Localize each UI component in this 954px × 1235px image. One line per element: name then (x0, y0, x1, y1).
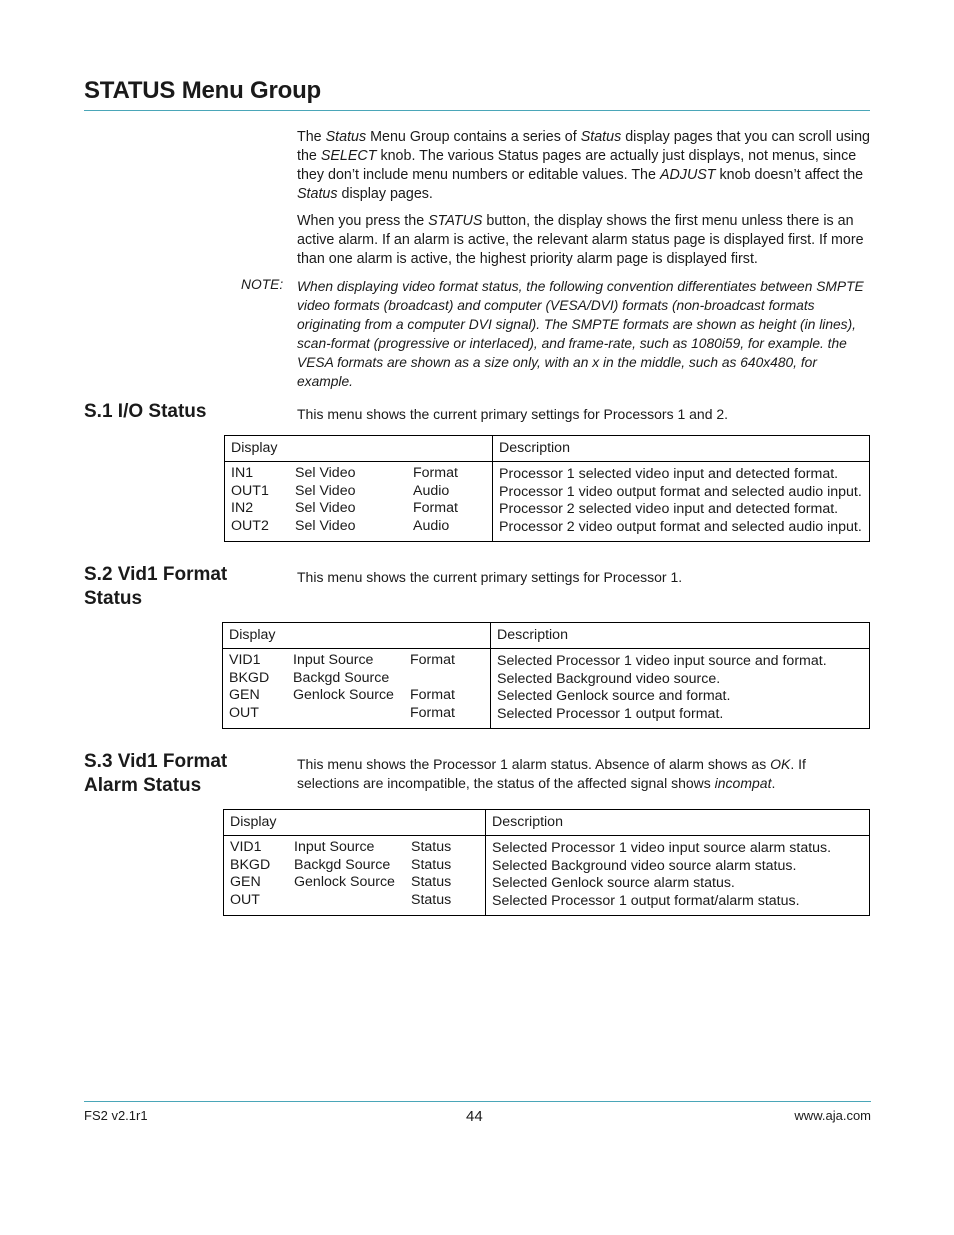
note-text: When displaying video format status, the following convention differentiates between SMPTE video formats (broadcast) and computer (VESA/DVI) formats (non-broadcast formats originating from a computer DVI signal). The SMPTE formats are shown as height (in lines), scan-format (progressive or interlaced), and frame-rate, such as 1080i59, for example. the VESA formats are shown as a size only, with an x in the middle, such as 640x480, for example. (297, 279, 864, 389)
description-line: Processor 2 selected video input and detected format. (499, 501, 839, 517)
section-intro-s2: This menu shows the current primary settings for Processor 1. (297, 569, 683, 585)
display-col2 (294, 836, 395, 914)
display-col1-line: OUT1 (231, 482, 269, 499)
display-col3 (411, 836, 451, 914)
description-line: Processor 2 video output format and selected audio input. (499, 518, 862, 535)
description-cell (493, 462, 870, 542)
description-line: Selected Genlock source and format. (497, 688, 731, 704)
display-col2 (295, 462, 355, 540)
description-line: Selected Processor 1 output format. (497, 705, 724, 722)
display-col3-line: Format (410, 687, 455, 703)
section-heading-s2: S.2 Vid1 Format Status (84, 564, 228, 609)
description-line: Processor 1 video output format and selected audio input. (499, 483, 862, 500)
intro-paragraph-2: When you press the STATUS button, the display shows the first menu unless there is an active alarm. If an alarm is active, the relevant alarm status page is displayed first. If more than one alarm is active, the highest priority alarm page is displayed first. (297, 213, 864, 267)
display-col3 (413, 462, 458, 540)
description-line: Selected Background video source alarm status. (492, 857, 797, 874)
title-divider (84, 110, 870, 111)
display-col2-line: Sel Video (295, 500, 356, 516)
display-col1-line: OUT (230, 891, 260, 908)
note-label: NOTE: (241, 277, 284, 292)
display-col3-line: Status (411, 874, 452, 890)
footer-divider (84, 1101, 871, 1102)
description-line: Selected Background video source. (497, 670, 721, 687)
display-col3-line: Status (411, 839, 452, 855)
display-cell (223, 649, 491, 729)
menu-table-s1 (224, 435, 870, 542)
description-line: Selected Genlock source alarm status. (492, 875, 735, 891)
display-col3-line (410, 670, 455, 688)
footer-page-number: 44 (466, 1108, 483, 1125)
display-col2-line: Input Source (293, 652, 374, 668)
display-col2-line: Sel Video (295, 465, 356, 481)
display-col3-line: Format (410, 652, 455, 668)
menu-table-s3 (223, 809, 870, 916)
display-col1-line: IN1 (231, 465, 254, 481)
display-col3-line: Audio (413, 517, 450, 534)
page-title: STATUS Menu Group (84, 77, 322, 104)
section-heading-s3: S.3 Vid1 Format Alarm Status (84, 751, 228, 796)
display-col1-line: GEN (229, 687, 260, 703)
footer-website: www.aja.com (794, 1108, 871, 1123)
header-description: Description (486, 810, 870, 836)
display-col1-line: BKGD (229, 669, 270, 686)
display-col2-line: Input Source (294, 839, 375, 855)
display-col2-line: Sel Video (295, 482, 356, 499)
display-col3-line: Format (413, 465, 458, 481)
display-col1-line: IN2 (231, 500, 254, 516)
description-line: Selected Processor 1 output format/alarm status. (492, 892, 800, 909)
section-heading-s1: S.1 I/O Status (84, 401, 207, 422)
section-intro-s3: This menu shows the Processor 1 alarm status. Absence of alarm shows as OK. If selections are incompatible, the status of the affected signal shows incompat. (297, 756, 806, 791)
display-col1-line: GEN (230, 874, 261, 890)
display-col1-line: OUT (229, 704, 259, 721)
display-col1-line: BKGD (230, 856, 271, 873)
header-display: Display (224, 810, 486, 836)
display-col3-line: Status (411, 891, 452, 908)
description-cell (486, 836, 870, 916)
display-cell (224, 836, 486, 916)
display-col2-line (293, 705, 394, 723)
display-col1-line: VID1 (230, 839, 262, 855)
display-col3-line: Format (410, 704, 455, 721)
display-col2-line (294, 892, 395, 910)
display-cell (225, 462, 493, 542)
display-col1-line: OUT2 (231, 517, 269, 534)
display-col2-line: Genlock Source (294, 874, 395, 890)
description-line: Selected Processor 1 video input source and format. (497, 653, 827, 669)
header-display: Display (225, 436, 493, 462)
display-col3-line: Audio (413, 482, 450, 499)
description-line: Selected Processor 1 video input source alarm status. (492, 840, 832, 856)
display-col3-line: Format (413, 500, 458, 516)
menu-table-s2 (222, 622, 870, 729)
display-col1-line: VID1 (229, 652, 261, 668)
header-description: Description (491, 623, 870, 649)
description-line: Processor 1 selected video input and detected format. (499, 466, 839, 482)
display-col3-line: Status (411, 856, 452, 873)
header-display: Display (223, 623, 491, 649)
display-col2 (293, 649, 394, 727)
footer-version: FS2 v2.1r1 (84, 1108, 148, 1123)
display-col3 (410, 649, 455, 727)
display-col2-line: Backgd Source (293, 669, 390, 686)
section-intro-s1: This menu shows the current primary settings for Processors 1 and 2. (297, 406, 729, 422)
display-col2-line: Genlock Source (293, 687, 394, 703)
description-cell (491, 649, 870, 729)
intro-paragraph-1: The Status Menu Group contains a series of Status display pages that you can scroll using the SELECT knob. The various Status pages are actually just displays, not menus, since they don’t include menu numbers or editable values. The ADJUST knob doesn’t affect the Status display pages. (297, 129, 871, 202)
header-description: Description (493, 436, 870, 462)
display-col2-line: Backgd Source (294, 856, 391, 873)
display-col2-line: Sel Video (295, 517, 356, 534)
